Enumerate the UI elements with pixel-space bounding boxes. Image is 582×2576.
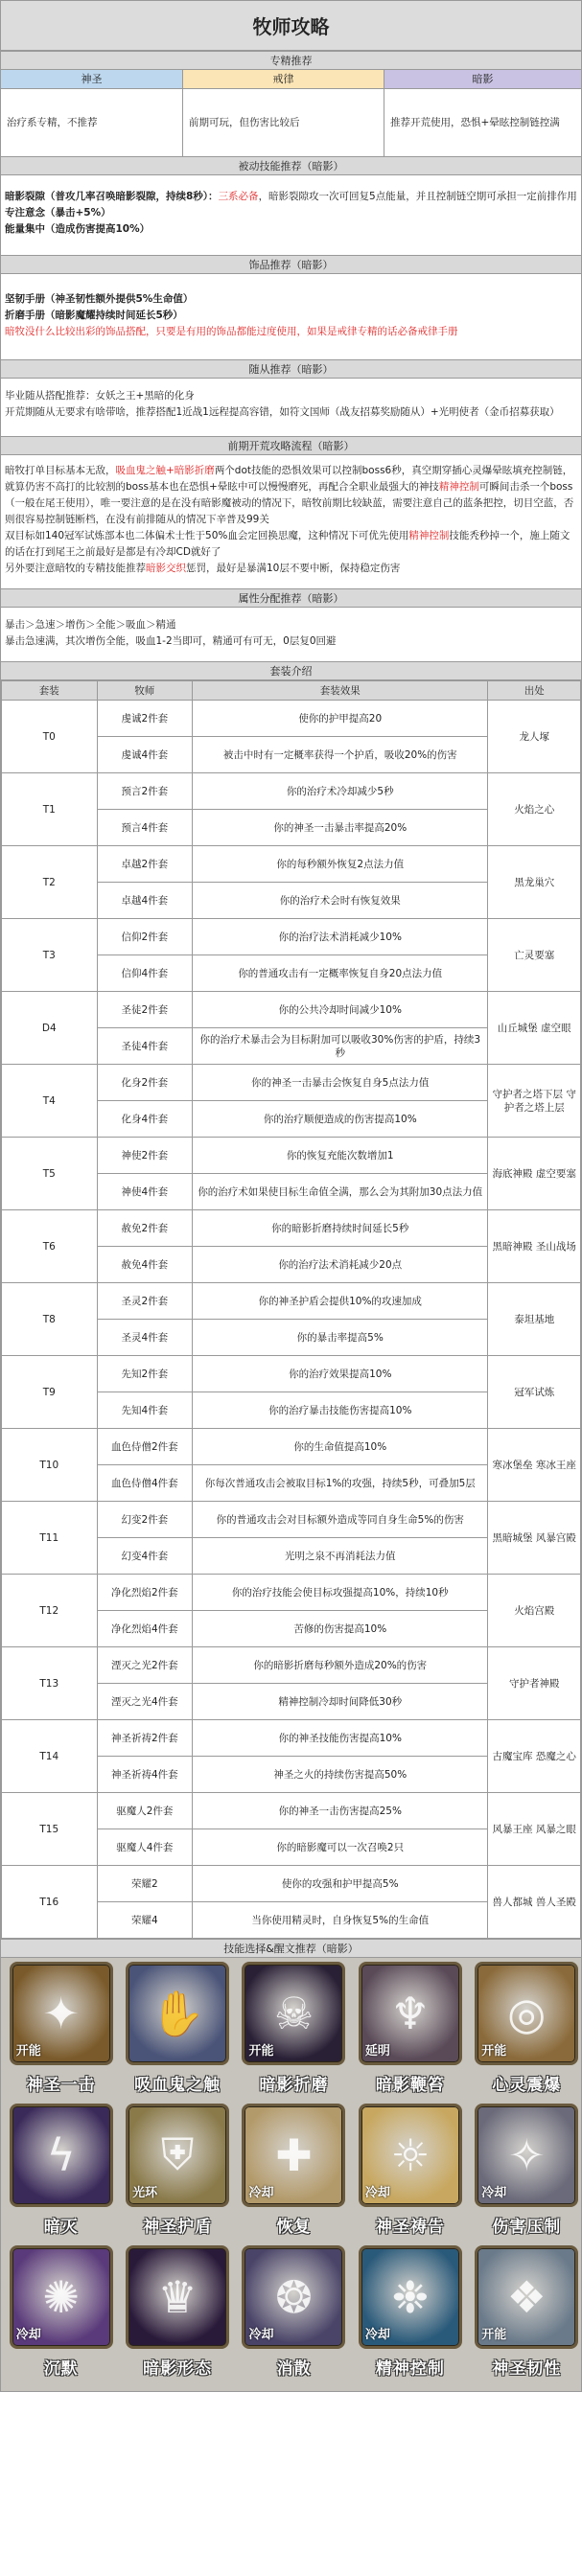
set-effect: 精神控制冷却时间降低30秒: [193, 1684, 488, 1720]
set-source: 风暴王座 风暴之眼: [488, 1793, 581, 1866]
skill-glyph: ☼: [390, 2129, 431, 2181]
set-piece-name: 先知4件套: [97, 1392, 193, 1429]
set-effect: 你的普通攻击会对目标额外造成等同自身生命5%的伤害: [193, 1502, 488, 1538]
set-effect: 你的神圣护盾会提供10%的攻速加成: [193, 1283, 488, 1320]
col-tier: 套装: [2, 681, 98, 701]
set-tier: T10: [2, 1429, 98, 1502]
talent-rift-label: 暗影裂隙（普攻几率召唤暗影裂隙，持续8秒）：: [5, 191, 219, 202]
set-piece-name: 净化烈焰4件套: [97, 1611, 193, 1647]
follower-line-1: 毕业随从搭配推荐：女妖之王+黑暗的化身: [5, 390, 195, 402]
skill-tag: 开能: [248, 2044, 274, 2058]
set-effect: 你的治疗术冷却减少5秒: [193, 773, 488, 810]
skill-name: 沉默: [43, 2359, 79, 2379]
page-title: 牧师攻略: [1, 1, 581, 51]
talent-line-1: [5, 189, 577, 205]
set-piece-name: 卓越2件套: [97, 846, 193, 883]
dispersion-icon: [242, 2245, 345, 2349]
set-tier: T16: [2, 1866, 98, 1939]
skill-card: [236, 2245, 352, 2387]
set-effect: 你的生命值提高10%: [193, 1429, 488, 1465]
holy-fortitude-icon: [475, 2245, 578, 2349]
set-tier: T9: [2, 1356, 98, 1429]
talent-block: [1, 175, 581, 255]
set-tier: T3: [2, 919, 98, 992]
flow-text: 另外要注意暗牧的专精技能推荐: [5, 563, 146, 574]
ornament-line-3: 暗牧没什么比较出彩的饰品搭配，只要是有用的饰品都能过度使用，如果是戒律专精的话必备戒律手册: [5, 326, 458, 337]
table-row: [2, 1429, 581, 1465]
skill-card: [3, 2245, 119, 2387]
follower-header: 随从推荐（暗影）: [1, 359, 581, 379]
skill-name: 心灵震爆: [492, 2076, 562, 2095]
attr-block: [1, 608, 581, 661]
skill-name: 神圣护盾: [143, 2218, 213, 2237]
spec-holy-desc: 治疗系专精，不推荐: [1, 89, 183, 156]
set-source: 火焰之心: [488, 773, 581, 846]
skill-card: [236, 1962, 352, 2104]
flow-text: 可瞬间击杀一个boss（一般在尾王使用），唯一要注意的是在没有暗影魔被动的情况下，暗牧前期比较缺蓝，需要注意自己的蓝条把控，切目空蓝，否则很容易控制链断档，在没有前排随从的情况下辛普及99关: [5, 481, 574, 525]
table-row: [2, 1210, 581, 1247]
skill-tag: 开能: [481, 2328, 507, 2342]
skills-header: 技能选择&醒文推荐（暗影）: [1, 1939, 581, 1958]
spec-discipline-header: 戒律: [183, 70, 384, 89]
skill-tag: 光环: [132, 2186, 158, 2200]
set-piece-name: 赦免4件套: [97, 1247, 193, 1283]
talent-header: 被动技能推荐（暗影）: [1, 156, 581, 175]
table-row: [2, 1793, 581, 1829]
skill-glyph: ✋: [150, 1987, 205, 2039]
shadow-annihilate-icon: [10, 2104, 113, 2207]
set-effect: 你的暗影魔可以一次召唤2只: [193, 1829, 488, 1866]
set-effect: 你的神圣一击伤害提高25%: [193, 1793, 488, 1829]
flow-block: [1, 455, 581, 588]
set-source: 寒冰堡垒 寒冰王座: [488, 1429, 581, 1502]
set-source: 火焰宫殿: [488, 1575, 581, 1647]
set-tier: T8: [2, 1283, 98, 1356]
skill-card: [469, 2245, 582, 2387]
skill-tag: 开能: [15, 2044, 41, 2058]
flow-line-1: [5, 463, 577, 528]
flow-highlight: 暗影交织: [146, 563, 186, 574]
flow-text: 惩罚，最好是暴满10层不要中断，保持稳定伤害: [186, 563, 401, 574]
table-row: [2, 1065, 581, 1101]
spec-shadow-header: 暗影: [384, 70, 581, 89]
skill-card: [352, 2104, 468, 2245]
skill-name: 伤害压制: [492, 2218, 562, 2237]
skill-card: [3, 2104, 119, 2245]
set-piece-name: 神圣祈祷2件套: [97, 1720, 193, 1757]
holy-prayer-icon: [359, 2104, 462, 2207]
set-effect: 你的治疗术暴击会为目标附加可以吸收30%伤害的护盾，持续3秒: [193, 1028, 488, 1065]
set-tier: D4: [2, 992, 98, 1065]
table-row: [2, 773, 581, 810]
skills-grid: [1, 1958, 581, 2391]
set-piece-name: 圣徒4件套: [97, 1028, 193, 1065]
sets-body: [2, 701, 581, 1939]
skill-card: [469, 2104, 582, 2245]
skill-name: 消散: [276, 2359, 312, 2379]
skill-glyph: ✦: [42, 1988, 80, 2039]
set-effect: 你的治疗暴击技能伤害提高10%: [193, 1392, 488, 1429]
flow-line-2: [5, 528, 577, 561]
table-row: [2, 1356, 581, 1392]
set-source: 黑暗神殿 圣山战场: [488, 1210, 581, 1283]
skill-card: [352, 1962, 468, 2104]
ornament-header: 饰品推荐（暗影）: [1, 255, 581, 274]
holy-shield-icon: [126, 2104, 229, 2207]
skill-tag: 冷却: [364, 2186, 390, 2200]
skill-card: [469, 1962, 582, 2104]
skill-glyph: ☠: [273, 1988, 314, 2039]
skill-name: 暗影折磨: [259, 2076, 329, 2095]
flow-text: 双目标如140冠军试炼部本也二体偏术士性于50%血会定回换思魔，这种情况下可优先使用: [5, 530, 409, 541]
set-effect: 你的治疗效果提高10%: [193, 1356, 488, 1392]
flow-text: 技能秃秒掉一个，施上随文的话在打到尾王之前最好是都是有冷却CD就好了: [5, 530, 570, 558]
set-piece-name: 圣灵2件套: [97, 1283, 193, 1320]
talent-line-2: 专注意念（暴击+5%）: [5, 207, 111, 218]
skill-tag: 延明: [364, 2044, 390, 2058]
set-effect: 你的暴击率提高5%: [193, 1320, 488, 1356]
spec-holy-header: 神圣: [1, 70, 183, 89]
follower-block: [1, 379, 581, 436]
skill-glyph: ◎: [507, 1988, 547, 2039]
set-effect: 你的每秒额外恢复2点法力值: [193, 846, 488, 883]
set-source: 龙人塚: [488, 701, 581, 773]
skill-glyph: ✧: [507, 2129, 546, 2181]
set-piece-name: 神使4件套: [97, 1174, 193, 1210]
skill-glyph: ϟ: [46, 2129, 76, 2181]
shadow-lash-icon: [359, 1962, 462, 2065]
attr-header: 属性分配推荐（暗影）: [1, 588, 581, 608]
set-effect: 你的治疗顺便造成的伤害提高10%: [193, 1101, 488, 1138]
mind-control-icon: [359, 2245, 462, 2349]
set-tier: T4: [2, 1065, 98, 1138]
set-source: 守护者神殿: [488, 1647, 581, 1720]
set-tier: T2: [2, 846, 98, 919]
set-piece-name: 净化烈焰2件套: [97, 1575, 193, 1611]
skill-name: 神圣祷告: [375, 2218, 445, 2237]
skill-tag: 冷却: [248, 2328, 274, 2342]
table-row: [2, 846, 581, 883]
attr-line-1: 暴击＞急速＞增伤＞全能＞吸血＞精通: [5, 619, 176, 631]
set-effect: 你的神圣一击暴击率提高20%: [193, 810, 488, 846]
skill-name: 恢复: [276, 2218, 312, 2237]
ornament-line-2: 折磨手册（暗影魔耀持续时间延长5秒）: [5, 310, 183, 321]
set-piece-name: 虔诚4件套: [97, 737, 193, 773]
skill-tag: 冷却: [15, 2328, 41, 2342]
sets-header-row: [2, 681, 581, 701]
skill-card: [119, 2104, 235, 2245]
set-piece-name: 化身2件套: [97, 1065, 193, 1101]
set-piece-name: 幻变4件套: [97, 1538, 193, 1575]
set-piece-name: 荣耀4: [97, 1902, 193, 1939]
skill-card: [119, 1962, 235, 2104]
set-effect: 你的神圣一击暴击会恢复自身5点法力值: [193, 1065, 488, 1101]
table-row: [2, 1502, 581, 1538]
flow-line-3: [5, 561, 577, 577]
set-effect: 你的治疗术会时有恢复效果: [193, 883, 488, 919]
set-effect: 当你使用精灵时，自身恢复5%的生命值: [193, 1902, 488, 1939]
skill-glyph: ❂: [275, 2271, 313, 2323]
set-effect: 被击中时有一定概率获得一个护盾，吸收20%的伤害: [193, 737, 488, 773]
table-row: [2, 1647, 581, 1684]
skill-tag: 开能: [481, 2044, 507, 2058]
set-tier: T13: [2, 1647, 98, 1720]
set-tier: T14: [2, 1720, 98, 1793]
ornament-line-1: 坚韧手册（神圣韧性额外提供5%生命值）: [5, 293, 194, 305]
set-piece-name: 预言2件套: [97, 773, 193, 810]
skill-name: 吸血鬼之触: [134, 2076, 221, 2095]
set-effect: 使你的攻强和护甲提高5%: [193, 1866, 488, 1902]
set-tier: T15: [2, 1793, 98, 1866]
col-source: 出处: [488, 681, 581, 701]
set-source: 黑暗城堡 风暴宫殿: [488, 1502, 581, 1575]
skill-glyph: ✺: [42, 2271, 80, 2323]
set-piece-name: 圣灵4件套: [97, 1320, 193, 1356]
skill-card: [119, 2245, 235, 2387]
set-piece-name: 信仰2件套: [97, 919, 193, 955]
skill-tag: 冷却: [248, 2186, 274, 2200]
holy-strike-icon: [10, 1962, 113, 2065]
set-effect: 你的治疗技能会使目标攻强提高10%，持续10秒: [193, 1575, 488, 1611]
silence-icon: [10, 2245, 113, 2349]
set-source: 守护者之塔下层 守护者之塔上层: [488, 1065, 581, 1138]
set-piece-name: 虔诚2件套: [97, 701, 193, 737]
set-tier: T0: [2, 701, 98, 773]
col-set: 牧师: [97, 681, 193, 701]
skill-card: [352, 2245, 468, 2387]
set-effect: 你的治疗法术消耗减少10%: [193, 919, 488, 955]
set-piece-name: 卓越4件套: [97, 883, 193, 919]
mind-blast-icon: [475, 1962, 578, 2065]
table-row: [2, 1283, 581, 1320]
flow-highlight: 精神控制: [438, 481, 479, 493]
shadow-form-icon: [126, 2245, 229, 2349]
set-source: 古魔宝库 恐魔之心: [488, 1720, 581, 1793]
flow-highlight: 吸血鬼之触+暗影折磨: [115, 465, 215, 476]
table-row: [2, 919, 581, 955]
set-effect: 你的公共冷却时间减少10%: [193, 992, 488, 1028]
talent-rift-required: 三系必备: [218, 191, 259, 202]
spec-table: [1, 70, 581, 156]
set-effect: 你每次普通攻击会被取目标1%的攻强，持续5秒，可叠加5层: [193, 1465, 488, 1502]
set-effect: 你的治疗术如果使目标生命值全满，那么会为其附加30点法力值: [193, 1174, 488, 1210]
talent-rift-desc: ，暗影裂隙攻一次可回复5点能量，并且控制链空期可承担一定前排作用: [258, 191, 577, 202]
set-piece-name: 湮灭之光2件套: [97, 1647, 193, 1684]
set-effect: 你的治疗法术消耗减少20点: [193, 1247, 488, 1283]
set-piece-name: 赦免2件套: [97, 1210, 193, 1247]
skill-glyph: ❉: [391, 2271, 430, 2323]
set-tier: T12: [2, 1575, 98, 1647]
table-row: [2, 1138, 581, 1174]
skill-glyph: ♆: [390, 1988, 431, 2039]
set-piece-name: 驱魔人4件套: [97, 1829, 193, 1866]
attr-line-2: 暴击急速满，其次增伤全能，吸血1-2当即可，精通可有可无，0层复0回避: [5, 635, 337, 647]
set-piece-name: 预言4件套: [97, 810, 193, 846]
set-effect: 你的暗影折磨持续时间延长5秒: [193, 1210, 488, 1247]
table-row: [2, 701, 581, 737]
set-source: 海底神殿 虚空要塞: [488, 1138, 581, 1210]
skill-glyph: ♛: [157, 2271, 198, 2323]
flow-header: 前期开荒攻略流程（暗影）: [1, 436, 581, 455]
flow-highlight: 精神控制: [408, 530, 450, 541]
set-piece-name: 荣耀2: [97, 1866, 193, 1902]
table-row: [2, 1866, 581, 1902]
set-piece-name: 湮灭之光4件套: [97, 1684, 193, 1720]
set-effect: 你的恢复充能次数增加1: [193, 1138, 488, 1174]
skill-name: 神圣一击: [26, 2076, 96, 2095]
spec-header: 专精推荐: [1, 51, 581, 70]
set-piece-name: 神使2件套: [97, 1138, 193, 1174]
col-effect: 套装效果: [193, 681, 488, 701]
skill-glyph: ✚: [275, 2129, 313, 2181]
ornament-block: [1, 274, 581, 359]
set-piece-name: 先知2件套: [97, 1356, 193, 1392]
set-piece-name: 化身4件套: [97, 1101, 193, 1138]
set-source: 兽人都城 兽人圣殿: [488, 1866, 581, 1939]
flow-text: 两个dot技能的恐惧效果可以控制boss6秒，真空期穿插心灵爆晕眩填充控制链，就算仍害不高打的比较割的boss基本也在恐惧+晕眩中可以慢慢磨死，再配合全职业最强大的神技: [5, 465, 573, 493]
skill-name: 暗影形态: [143, 2359, 213, 2379]
skill-card: [3, 1962, 119, 2104]
set-piece-name: 血色侍僧4件套: [97, 1465, 193, 1502]
set-tier: T5: [2, 1138, 98, 1210]
set-piece-name: 圣徒2件套: [97, 992, 193, 1028]
set-source: 冠军试炼: [488, 1356, 581, 1429]
spec-discipline-desc: 前期可玩，但伤害比较后: [183, 89, 384, 156]
set-effect: 使你的护甲提高20: [193, 701, 488, 737]
shadow-torment-icon: [242, 1962, 345, 2065]
skill-glyph: ❖: [506, 2271, 547, 2323]
skill-tag: 冷却: [364, 2328, 390, 2342]
skill-tag: 冷却: [481, 2186, 507, 2200]
renew-icon: [242, 2104, 345, 2207]
table-row: [2, 1575, 581, 1611]
set-piece-name: 神圣祈祷4件套: [97, 1757, 193, 1793]
skill-name: 暗灭: [43, 2218, 79, 2237]
skill-name: 神圣韧性: [492, 2359, 562, 2379]
set-piece-name: 驱魔人2件套: [97, 1793, 193, 1829]
set-piece-name: 血色侍僧2件套: [97, 1429, 193, 1465]
set-effect: 你的普通攻击有一定概率恢复自身20点法力值: [193, 955, 488, 992]
set-effect: 你的暗影折磨每秒额外造成20%的伤害: [193, 1647, 488, 1684]
set-tier: T6: [2, 1210, 98, 1283]
set-tier: T1: [2, 773, 98, 846]
set-tier: T11: [2, 1502, 98, 1575]
set-effect: 神圣之火的持续伤害提高50%: [193, 1757, 488, 1793]
skill-name: 暗影鞭笞: [375, 2076, 445, 2095]
sets-header: 套装介绍: [1, 661, 581, 680]
set-effect: 你的神圣技能伤害提高10%: [193, 1720, 488, 1757]
follower-line-2: 开荒期随从无要求有啥带啥，推荐搭配1近战1远程提高容错，如符文国师（战友招募奖励随从）+光明使者（金币招募获取）: [5, 406, 560, 418]
pain-suppression-icon: [475, 2104, 578, 2207]
set-effect: 光明之泉不再消耗法力值: [193, 1538, 488, 1575]
set-source: 黑龙巢穴: [488, 846, 581, 919]
flow-text: 暗牧打单目标基本无敌，: [5, 465, 116, 476]
skill-glyph: ⛨: [160, 2128, 195, 2180]
skill-card: [236, 2104, 352, 2245]
set-source: 泰坦基地: [488, 1283, 581, 1356]
set-source: 亡灵要塞: [488, 919, 581, 992]
set-piece-name: 幻变2件套: [97, 1502, 193, 1538]
set-source: 山丘城堡 虚空眼: [488, 992, 581, 1065]
sets-table: [1, 680, 581, 1939]
skill-name: 精神控制: [375, 2359, 445, 2379]
table-row: [2, 992, 581, 1028]
talent-line-3: 能量集中（造成伤害提高10%）: [5, 223, 151, 235]
set-effect: 苦修的伤害提高10%: [193, 1611, 488, 1647]
set-piece-name: 信仰4件套: [97, 955, 193, 992]
table-row: [2, 1720, 581, 1757]
spec-shadow-desc: 推荐开荒使用，恐惧+晕眩控制链控满: [390, 116, 560, 128]
vampiric-touch-icon: [126, 1962, 229, 2065]
